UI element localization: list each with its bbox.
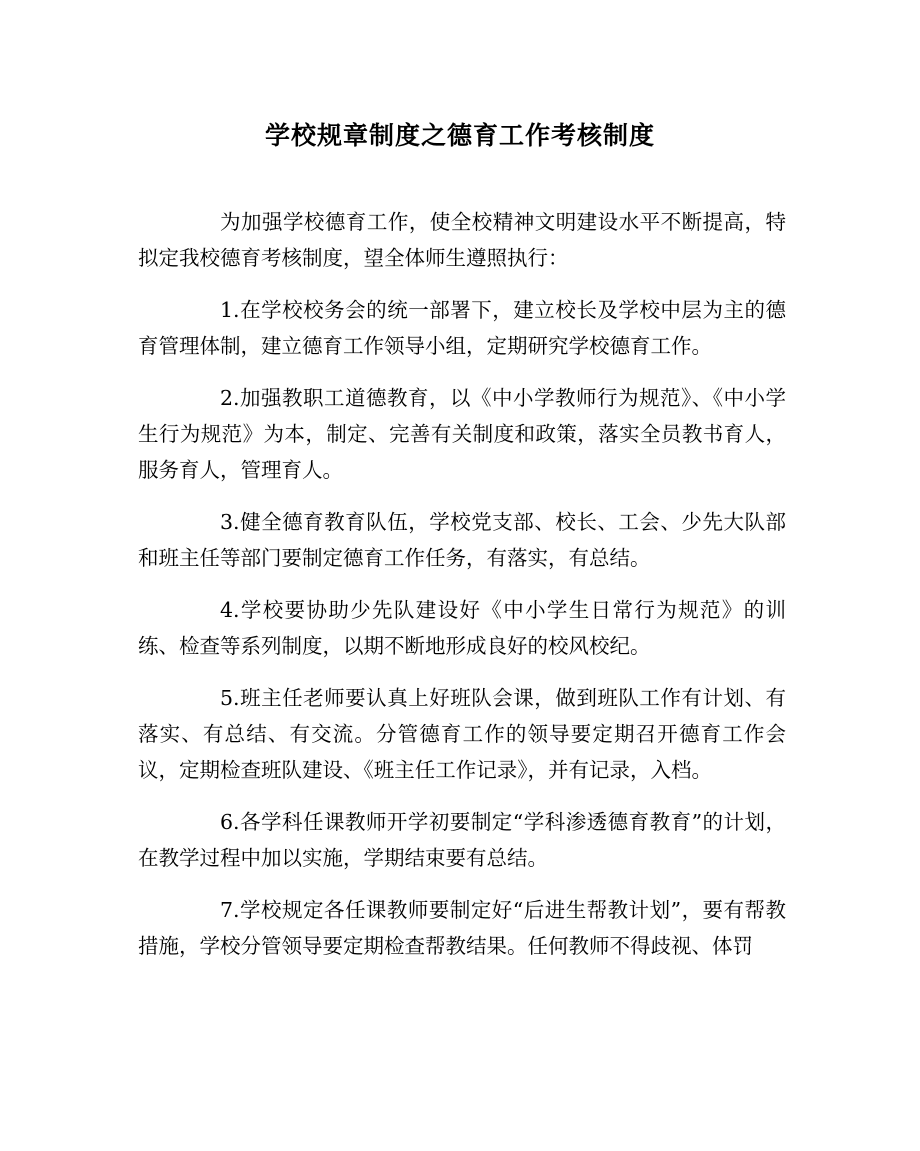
paragraph-item-3: 3.健全德育教育队伍，学校党支部、校长、工会、少先大队部和班主任等部门要制定德育工作任务，有落实，有总结。: [138, 510, 786, 570]
paragraph-item-5: 5.班主任老师要认真上好班队会课，做到班队工作有计划、有落实、有总结、有交流。分管德育工作的领导要定期召开德育工作会议，定期检查班队建设、《班主任工作记录》，并有记录，入档。: [138, 686, 786, 782]
paragraph-item-2: 2.加强教职工道德教育，以《中小学教师行为规范》、《中小学生行为规范》为本，制定、完善有关制度和政策，落实全员教书育人，服务育人，管理育人。: [138, 386, 786, 482]
document-title: 学校规章制度之德育工作考核制度: [264, 121, 655, 150]
document-body: [138, 204, 786, 980]
paragraph-item-6: 6.各学科任课教师开学初要制定“学科渗透德育教育”的计划，在教学过程中加以实施，学期结束要有总结。: [138, 810, 786, 870]
paragraph-item-4: 4.学校要协助少先队建设好《中小学生日常行为规范》的训练、检查等系列制度，以期不断地形成良好的校风校纪。: [138, 598, 786, 658]
paragraph-intro: 为加强学校德育工作，使全校精神文明建设水平不断提高，特拟定我校德育考核制度，望全体师生遵照执行：: [138, 210, 786, 270]
paragraph-item-1: 1.在学校校务会的统一部署下，建立校长及学校中层为主的德育管理体制，建立德育工作领导小组，定期研究学校德育工作。: [138, 298, 786, 358]
paragraph-item-7: 7.学校规定各任课教师要制定好“后进生帮教计划”，要有帮教措施，学校分管领导要定期检查帮教结果。任何教师不得歧视、体罚: [138, 898, 786, 958]
